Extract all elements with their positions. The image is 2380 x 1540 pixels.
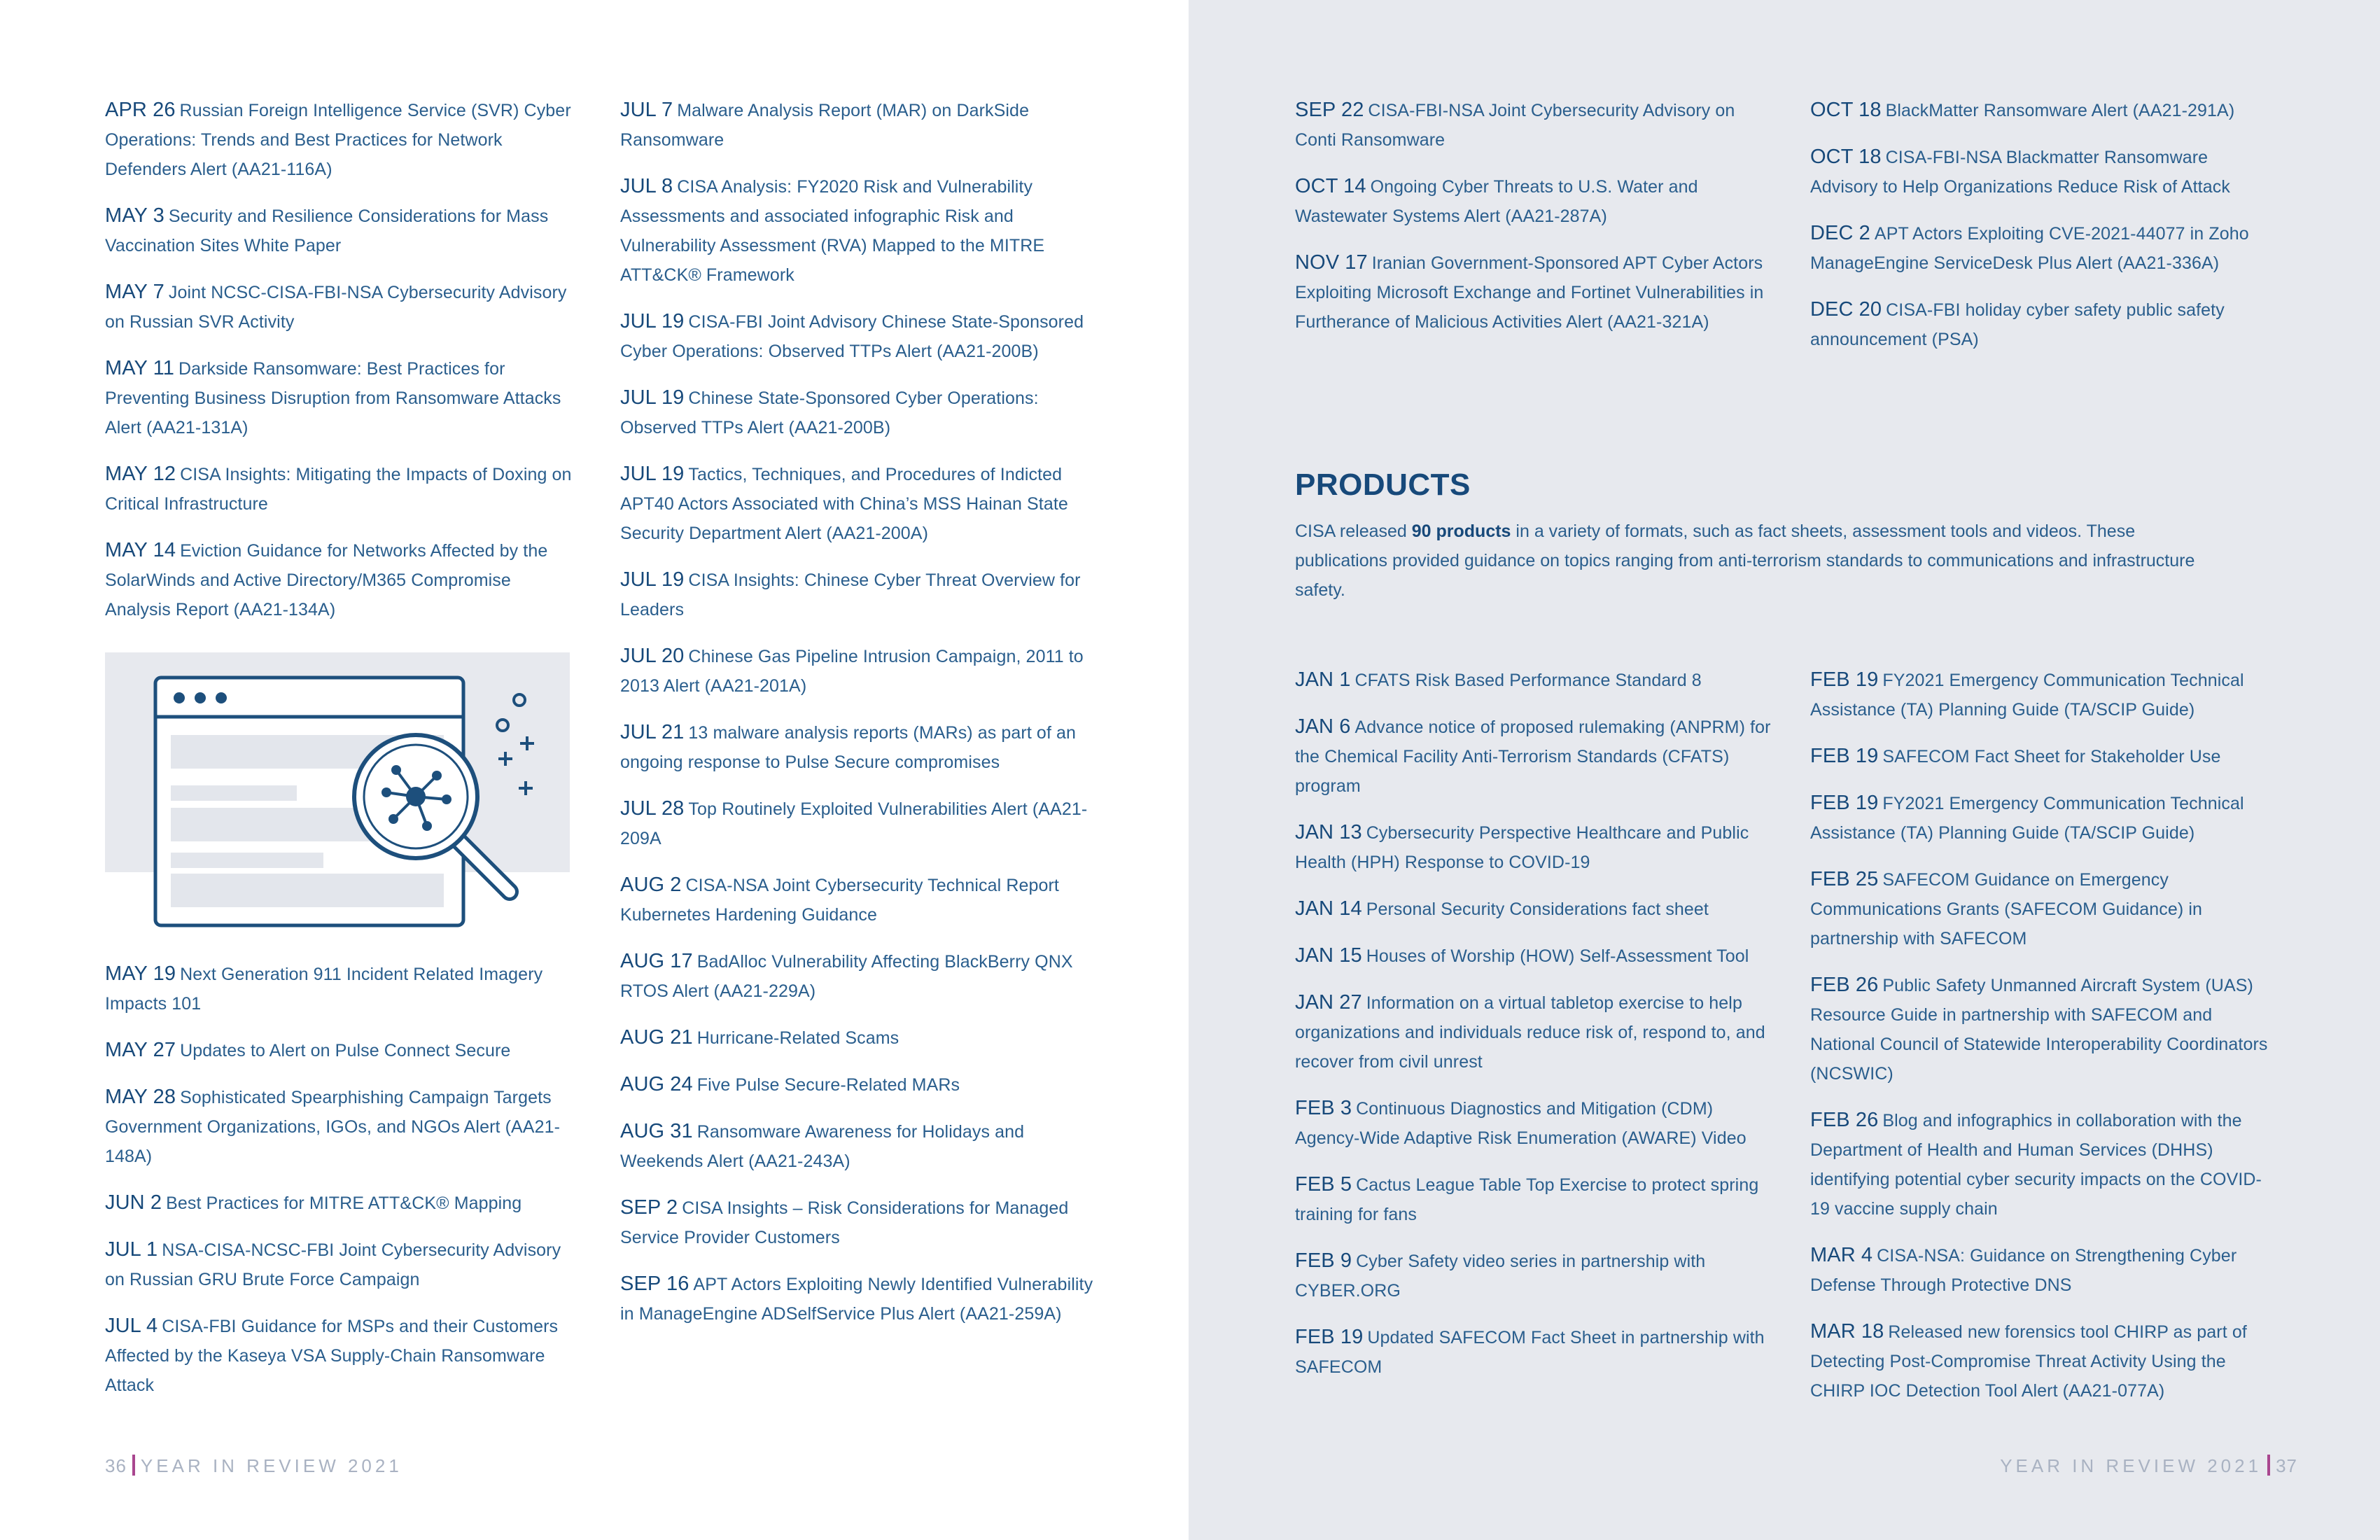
timeline-entry bbox=[1810, 788, 2272, 848]
timeline-entry bbox=[105, 1235, 574, 1294]
timeline-entry bbox=[105, 1035, 574, 1065]
entry-text: Updates to Alert on Pulse Connect Secure bbox=[180, 1041, 511, 1060]
entry-text: Blog and infographics in collaboration with the Department of Health and Human Services (DHHS) identifying potential cyber security impacts on the COVID-19 vaccine supply chain bbox=[1810, 1111, 2262, 1219]
products-intro bbox=[1295, 517, 2205, 605]
timeline-entry bbox=[105, 354, 574, 442]
page-number: 36 bbox=[105, 1455, 127, 1476]
entry-text: Malware Analysis Report (MAR) on DarkSide Ransomware bbox=[620, 101, 1030, 150]
entry-date: JUL 1 bbox=[105, 1238, 158, 1261]
entry-text: CISA-FBI Guidance for MSPs and their Customers Affected by the Kaseya VSA Supply-Chain Ransomware Attack bbox=[105, 1317, 559, 1395]
footer-title: YEAR IN REVIEW 2021 bbox=[140, 1455, 402, 1476]
entry-date: JUL 21 bbox=[620, 721, 685, 743]
footer-left bbox=[105, 1455, 402, 1477]
timeline-entry bbox=[1810, 864, 2272, 953]
timeline-entry bbox=[620, 172, 1096, 290]
entry-date: JUL 8 bbox=[620, 175, 673, 197]
entry-date: JUN 2 bbox=[105, 1191, 162, 1214]
timeline-entry bbox=[105, 1311, 574, 1400]
entry-date: MAY 19 bbox=[105, 962, 176, 985]
timeline-entry bbox=[620, 459, 1096, 548]
entry-date: FEB 26 bbox=[1810, 974, 1879, 996]
entry-text: APT Actors Exploiting CVE-2021-44077 in Zoho ManageEngine ServiceDesk Plus Alert (AA21-336A) bbox=[1810, 224, 2249, 273]
entry-date: MAY 14 bbox=[105, 539, 176, 561]
entry-text: Chinese Gas Pipeline Intrusion Campaign, 2011 to 2013 Alert (AA21-201A) bbox=[620, 647, 1084, 696]
entry-date: JUL 19 bbox=[620, 463, 685, 485]
timeline-entry bbox=[1810, 1317, 2272, 1406]
footer-title: YEAR IN REVIEW 2021 bbox=[2000, 1455, 2262, 1476]
entry-date: OCT 14 bbox=[1295, 175, 1366, 197]
entry-text: Ongoing Cyber Threats to U.S. Water and Wastewater Systems Alert (AA21-287A) bbox=[1295, 177, 1698, 226]
illustration bbox=[105, 652, 570, 872]
entry-date: FEB 19 bbox=[1810, 792, 1879, 814]
entry-date: FEB 9 bbox=[1295, 1250, 1352, 1272]
timeline-entry bbox=[105, 95, 574, 184]
entry-text: Best Practices for MITRE ATT&CK® Mapping bbox=[166, 1194, 522, 1213]
section-title: PRODUCTS bbox=[1295, 468, 1471, 502]
timeline-entry bbox=[105, 1082, 574, 1171]
entry-text: Hurricane-Related Scams bbox=[696, 1028, 899, 1048]
entry-date: DEC 2 bbox=[1810, 222, 1870, 244]
timeline-entry bbox=[105, 959, 574, 1018]
entry-date: AUG 17 bbox=[620, 950, 693, 972]
entry-date: FEB 19 bbox=[1295, 1326, 1364, 1348]
entry-date: FEB 19 bbox=[1810, 668, 1879, 691]
entry-text: CISA-NSA Joint Cybersecurity Technical Report Kubernetes Hardening Guidance bbox=[620, 876, 1059, 925]
timeline-entry bbox=[105, 536, 574, 624]
entry-text: FY2021 Emergency Communication Technical Assistance (TA) Planning Guide (TA/SCIP Guide) bbox=[1810, 671, 2244, 720]
entry-date: MAY 28 bbox=[105, 1086, 176, 1108]
entry-date: JUL 28 bbox=[620, 797, 685, 820]
timeline-entry bbox=[1295, 1322, 1771, 1382]
timeline-entry bbox=[1295, 988, 1771, 1077]
timeline-entry bbox=[620, 1023, 1096, 1053]
timeline-entry bbox=[1295, 95, 1771, 155]
footer-divider bbox=[2267, 1455, 2270, 1476]
entry-text: Joint NCSC-CISA-FBI-NSA Cybersecurity Advisory on Russian SVR Activity bbox=[105, 283, 567, 332]
entry-text: Russian Foreign Intelligence Service (SVR) Cyber Operations: Trends and Best Practices for Network Defenders Alert (AA21-116A) bbox=[105, 101, 571, 179]
page-number: 37 bbox=[2276, 1455, 2297, 1476]
entry-date: MAR 4 bbox=[1810, 1244, 1873, 1266]
timeline-entry bbox=[1295, 248, 1771, 337]
entry-text: Houses of Worship (HOW) Self-Assessment Tool bbox=[1366, 946, 1749, 966]
timeline-entry bbox=[1810, 142, 2272, 202]
entry-text: CISA Analysis: FY2020 Risk and Vulnerability Assessments and associated infographic Risk and Vulnerability Assessment (RVA) Mapped to the MITRE ATT&CK® Framework bbox=[620, 177, 1045, 285]
timeline-entry bbox=[620, 1070, 1096, 1100]
entry-date: JUL 19 bbox=[620, 568, 685, 591]
entry-date: AUG 2 bbox=[620, 874, 682, 896]
timeline-entry bbox=[1810, 970, 2272, 1088]
entry-text: CFATS Risk Based Performance Standard 8 bbox=[1354, 671, 1702, 690]
entry-text: Cactus League Table Top Exercise to protect spring training for fans bbox=[1295, 1175, 1759, 1224]
entry-date: MAY 3 bbox=[105, 204, 164, 227]
timeline-entry bbox=[620, 870, 1096, 930]
entry-text: Next Generation 911 Incident Related Imagery Impacts 101 bbox=[105, 965, 543, 1014]
entry-text: 13 malware analysis reports (MARs) as part of an ongoing response to Pulse Secure compromises bbox=[620, 723, 1077, 772]
timeline-entry bbox=[620, 1116, 1096, 1176]
timeline-entry bbox=[1810, 1240, 2272, 1300]
entry-date: AUG 31 bbox=[620, 1120, 693, 1142]
timeline-entry bbox=[1810, 295, 2272, 354]
entry-date: JUL 20 bbox=[620, 645, 685, 667]
entry-date: DEC 20 bbox=[1810, 298, 1882, 321]
timeline-entry bbox=[1295, 941, 1771, 971]
column-4-bottom bbox=[1810, 665, 2272, 1422]
timeline-entry bbox=[1295, 665, 1771, 695]
entry-date: FEB 19 bbox=[1810, 745, 1879, 767]
magnifying-glass-network-icon bbox=[105, 652, 570, 925]
entry-text: CISA Insights: Mitigating the Impacts of Doxing on Critical Infrastructure bbox=[105, 465, 572, 514]
footer-divider bbox=[132, 1455, 135, 1476]
timeline-entry bbox=[105, 1188, 574, 1218]
entry-text: CISA Insights – Risk Considerations for Managed Service Provider Customers bbox=[620, 1198, 1069, 1247]
column-2 bbox=[620, 95, 1096, 1345]
entry-date: JUL 19 bbox=[620, 386, 685, 409]
entry-text: Public Safety Unmanned Aircraft System (UAS) Resource Guide in partnership with SAFECOM and National Council of Statewide Interoperability Coordinators (NCSWIC) bbox=[1810, 976, 2268, 1084]
entry-text: Ransomware Awareness for Holidays and Weekends Alert (AA21-243A) bbox=[620, 1122, 1025, 1171]
entry-text: Tactics, Techniques, and Procedures of Indicted APT40 Actors Associated with China’s MSS Hainan State Security Department Alert (AA21-200A) bbox=[620, 465, 1068, 543]
column-3-bottom bbox=[1295, 665, 1771, 1399]
timeline-entry bbox=[1810, 665, 2272, 724]
entry-text: APT Actors Exploiting Newly Identified Vulnerability in ManageEngine ADSelfService Plus Alert (AA21-259A) bbox=[620, 1275, 1093, 1324]
entry-date: JUL 19 bbox=[620, 310, 685, 332]
timeline-entry bbox=[620, 946, 1096, 1006]
entry-date: NOV 17 bbox=[1295, 251, 1368, 274]
entry-date: JUL 7 bbox=[620, 99, 673, 121]
entry-text: BlackMatter Ransomware Alert (AA21-291A) bbox=[1885, 101, 2235, 120]
entry-date: SEP 2 bbox=[620, 1196, 678, 1219]
entry-date: JAN 1 bbox=[1295, 668, 1351, 691]
timeline-entry bbox=[1295, 1093, 1771, 1153]
entry-text: BadAlloc Vulnerability Affecting BlackBerry QNX RTOS Alert (AA21-229A) bbox=[620, 952, 1073, 1001]
timeline-entry bbox=[620, 565, 1096, 624]
timeline-entry bbox=[620, 1193, 1096, 1252]
entry-text: NSA-CISA-NCSC-FBI Joint Cybersecurity Advisory on Russian GRU Brute Force Campaign bbox=[105, 1240, 561, 1289]
timeline-entry bbox=[620, 1269, 1096, 1329]
footer-right bbox=[2000, 1455, 2297, 1477]
column-4-top bbox=[1810, 95, 2272, 371]
column-3-top bbox=[1295, 95, 1771, 354]
entry-text: Sophisticated Spearphishing Campaign Targets Government Organizations, IGOs, and NGOs Alert (AA21-148A) bbox=[105, 1088, 561, 1166]
entry-text: Iranian Government-Sponsored APT Cyber Actors Exploiting Microsoft Exchange and Fortinet Vulnerabilities in Furtherance of Malicious Activities Alert (AA21-321A) bbox=[1295, 253, 1764, 332]
timeline-entry bbox=[1810, 741, 2272, 771]
timeline-entry bbox=[105, 277, 574, 337]
timeline-entry bbox=[620, 307, 1096, 366]
entry-text: CISA-FBI Joint Advisory Chinese State-Sponsored Cyber Operations: Observed TTPs Alert (AA21-200B) bbox=[620, 312, 1084, 361]
entry-text: Security and Resilience Considerations for Mass Vaccination Sites White Paper bbox=[105, 206, 549, 255]
entry-date: JUL 4 bbox=[105, 1315, 158, 1337]
timeline-entry bbox=[1295, 172, 1771, 231]
timeline-entry bbox=[620, 641, 1096, 701]
timeline-entry bbox=[1295, 1246, 1771, 1306]
timeline-entry bbox=[1295, 1170, 1771, 1229]
timeline-entry bbox=[1295, 712, 1771, 801]
entry-text: Cybersecurity Perspective Healthcare and Public Health (HPH) Response to COVID-19 bbox=[1295, 823, 1749, 872]
entry-text: Updated SAFECOM Fact Sheet in partnership with SAFECOM bbox=[1295, 1328, 1765, 1377]
entry-date: AUG 24 bbox=[620, 1073, 693, 1096]
entry-text: CISA-FBI-NSA Joint Cybersecurity Advisory on Conti Ransomware bbox=[1295, 101, 1735, 150]
timeline-entry bbox=[1810, 1105, 2272, 1224]
entry-date: MAY 11 bbox=[105, 357, 174, 379]
entry-date: SEP 22 bbox=[1295, 99, 1364, 121]
entry-text: SAFECOM Guidance on Emergency Communications Grants (SAFECOM Guidance) in partnership with SAFECOM bbox=[1810, 870, 2203, 948]
intro-text: CISA released bbox=[1295, 522, 1412, 541]
entry-date: SEP 16 bbox=[620, 1273, 690, 1295]
entry-date: JAN 14 bbox=[1295, 897, 1362, 920]
entry-text: Five Pulse Secure-Related MARs bbox=[696, 1075, 960, 1095]
timeline-entry bbox=[620, 383, 1096, 442]
entry-date: JAN 27 bbox=[1295, 991, 1362, 1014]
entry-date: MAR 18 bbox=[1810, 1320, 1884, 1343]
column-1-bottom bbox=[105, 959, 574, 1417]
entry-text: Chinese State-Sponsored Cyber Operations: Observed TTPs Alert (AA21-200B) bbox=[620, 388, 1039, 438]
timeline-entry bbox=[1295, 894, 1771, 924]
entry-date: FEB 25 bbox=[1810, 868, 1879, 890]
entry-date: FEB 5 bbox=[1295, 1173, 1352, 1196]
entry-text: Advance notice of proposed rulemaking (ANPRM) for the Chemical Facility Anti-Terrorism Standards (CFATS) program bbox=[1295, 718, 1771, 796]
entry-date: APR 26 bbox=[105, 99, 176, 121]
timeline-entry bbox=[105, 201, 574, 260]
entry-text: FY2021 Emergency Communication Technical Assistance (TA) Planning Guide (TA/SCIP Guide) bbox=[1810, 794, 2244, 843]
entry-date: FEB 26 bbox=[1810, 1109, 1879, 1131]
timeline-entry bbox=[1810, 218, 2272, 278]
timeline-entry bbox=[620, 718, 1096, 777]
entry-date: AUG 21 bbox=[620, 1026, 693, 1049]
entry-text: Eviction Guidance for Networks Affected by the SolarWinds and Active Directory/M365 Compromise Analysis Report (AA21-134A) bbox=[105, 541, 548, 620]
entry-date: JAN 6 bbox=[1295, 715, 1351, 738]
entry-text: CISA-FBI-NSA Blackmatter Ransomware Advisory to Help Organizations Reduce Risk of Attack bbox=[1810, 148, 2230, 197]
entry-date: FEB 3 bbox=[1295, 1097, 1352, 1119]
entry-text: CISA Insights: Chinese Cyber Threat Overview for Leaders bbox=[620, 570, 1081, 620]
entry-text: Released new forensics tool CHIRP as part of Detecting Post-Compromise Threat Activity Using the CHIRP IOC Detection Tool Alert (AA21-077A) bbox=[1810, 1322, 2247, 1401]
entry-text: Information on a virtual tabletop exercise to help organizations and individuals reduce risk of, respond to, and recover from civil unrest bbox=[1295, 993, 1765, 1072]
entry-date: MAY 7 bbox=[105, 281, 164, 303]
column-1-top bbox=[105, 95, 574, 641]
timeline-entry bbox=[1295, 818, 1771, 877]
entry-text: CISA-NSA: Guidance on Strengthening Cyber Defense Through Protective DNS bbox=[1810, 1246, 2237, 1295]
timeline-entry bbox=[105, 459, 574, 519]
entry-date: JAN 15 bbox=[1295, 944, 1362, 967]
entry-date: MAY 12 bbox=[105, 463, 176, 485]
entry-text: Cyber Safety video series in partnership with CYBER.ORG bbox=[1295, 1252, 1706, 1301]
entry-text: SAFECOM Fact Sheet for Stakeholder Use bbox=[1882, 747, 2221, 766]
entry-text: Top Routinely Exploited Vulnerabilities Alert (AA21-209A bbox=[620, 799, 1088, 848]
entry-text: CISA-FBI holiday cyber safety public safety announcement (PSA) bbox=[1810, 300, 2225, 349]
timeline-entry bbox=[620, 95, 1096, 155]
timeline-entry bbox=[620, 794, 1096, 853]
entry-text: Continuous Diagnostics and Mitigation (CDM) Agency-Wide Adaptive Risk Enumeration (AWARE) Video bbox=[1295, 1099, 1746, 1148]
intro-text-rest: in a variety of formats, such as fact sheets, assessment tools and videos. These publications provided guidance on topics ranging from anti-terrorism standards to communications and infrastructure safety. bbox=[1295, 522, 2195, 600]
entry-date: MAY 27 bbox=[105, 1039, 176, 1061]
entry-text: Darkside Ransomware: Best Practices for Preventing Business Disruption from Ransomware Attacks Alert (AA21-131A) bbox=[105, 359, 561, 438]
entry-text: Personal Security Considerations fact sheet bbox=[1366, 899, 1709, 919]
entry-date: OCT 18 bbox=[1810, 99, 1882, 121]
intro-highlight: 90 products bbox=[1411, 522, 1511, 541]
entry-date: JAN 13 bbox=[1295, 821, 1362, 844]
entry-date: OCT 18 bbox=[1810, 146, 1882, 168]
timeline-entry bbox=[1810, 95, 2272, 125]
